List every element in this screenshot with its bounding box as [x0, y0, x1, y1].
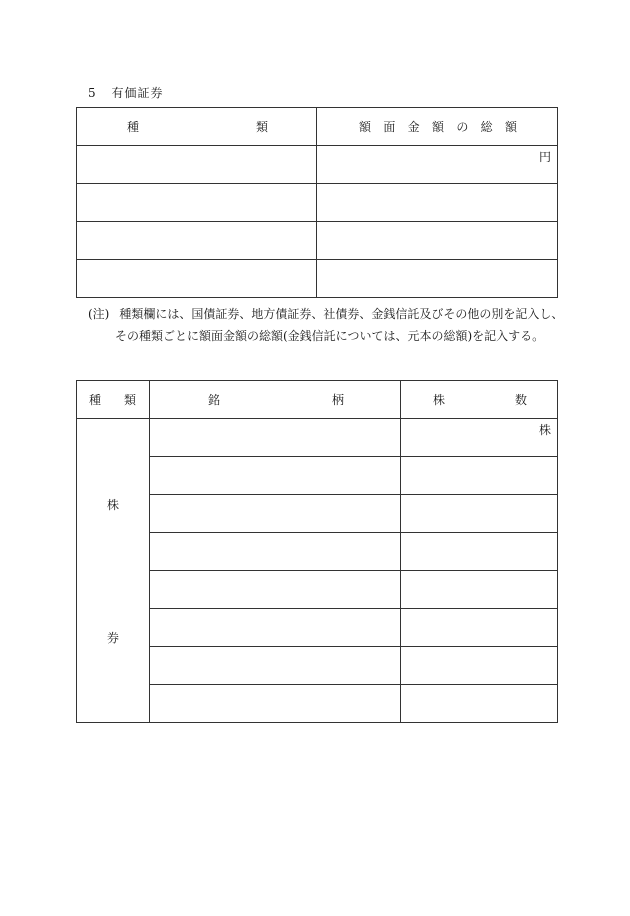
- total-cell-input[interactable]: [317, 184, 558, 222]
- table-row: [77, 184, 558, 222]
- stock-holdings-table: [76, 380, 558, 723]
- kabusu-cell-input[interactable]: [401, 419, 558, 457]
- header-char: 柄: [331, 393, 344, 407]
- header-char: 額: [504, 120, 517, 134]
- kind-label-kabu: 株: [106, 498, 119, 512]
- kind-cell-input[interactable]: [77, 260, 317, 298]
- table-row: [77, 260, 558, 298]
- header-char: 総: [480, 120, 493, 134]
- table-row: [77, 222, 558, 260]
- table1-header-kind: [77, 108, 317, 146]
- kabusu-cell-input[interactable]: [401, 495, 558, 533]
- header-char: 株: [433, 393, 446, 407]
- kind-cell-input[interactable]: [77, 146, 317, 184]
- table2-header-row: [77, 381, 558, 419]
- footnote: [88, 303, 568, 347]
- note-line-2: その種類ごとに額面金額の総額(金銭信託については、元本の総額)を記入する。: [115, 329, 545, 343]
- meigara-cell-input[interactable]: [150, 457, 401, 495]
- header-char: 額: [359, 120, 372, 134]
- stock-kind-cell: [77, 419, 150, 723]
- kabusu-cell-input[interactable]: [401, 647, 558, 685]
- kabusu-cell-input[interactable]: [401, 457, 558, 495]
- header-char: 銘: [208, 393, 221, 407]
- header-char: 面: [383, 120, 396, 134]
- total-cell-input[interactable]: [317, 222, 558, 260]
- header-char: 金: [407, 120, 420, 134]
- header-char: の: [456, 120, 469, 134]
- meigara-cell-input[interactable]: [150, 495, 401, 533]
- kind-cell-input[interactable]: [77, 222, 317, 260]
- section-number: 5: [88, 86, 97, 100]
- meigara-cell-input[interactable]: [150, 533, 401, 571]
- header-char: 種: [89, 393, 102, 407]
- section-heading: 有価証券: [111, 86, 164, 100]
- kind-cell-input[interactable]: [77, 184, 317, 222]
- note-tag: (注): [88, 307, 110, 321]
- meigara-cell-input[interactable]: [150, 571, 401, 609]
- yen-unit-label: 円: [538, 150, 551, 164]
- total-cell-input[interactable]: [317, 260, 558, 298]
- kind-label-ken: 券: [106, 631, 119, 645]
- meigara-cell-input[interactable]: [150, 419, 401, 457]
- table-row: [77, 146, 558, 184]
- kabusu-cell-input[interactable]: [401, 685, 558, 723]
- header-char: 類: [255, 120, 268, 134]
- table1-header-total: [317, 108, 558, 146]
- section-title: [88, 84, 163, 101]
- header-char: 数: [514, 393, 527, 407]
- table2-header-kind: [77, 381, 150, 419]
- kabusu-cell-input[interactable]: [401, 571, 558, 609]
- kabusu-cell-input[interactable]: [401, 533, 558, 571]
- meigara-cell-input[interactable]: [150, 609, 401, 647]
- share-unit-label: 株: [538, 423, 551, 437]
- total-cell-input[interactable]: [317, 146, 558, 184]
- header-char: 類: [123, 393, 136, 407]
- meigara-cell-input[interactable]: [150, 685, 401, 723]
- header-char: 額: [431, 120, 444, 134]
- meigara-cell-input[interactable]: [150, 647, 401, 685]
- table2-header-kabusu: [401, 381, 558, 419]
- securities-face-value-table: [76, 107, 558, 298]
- note-line-1: 種類欄には、国債証券、地方債証券、社債券、金銭信託及びその他の別を記入し、: [119, 307, 564, 321]
- table1-header-row: [77, 108, 558, 146]
- kabusu-cell-input[interactable]: [401, 609, 558, 647]
- header-char: 種: [127, 120, 140, 134]
- table2-header-meigara: [150, 381, 401, 419]
- table-row: [77, 419, 558, 457]
